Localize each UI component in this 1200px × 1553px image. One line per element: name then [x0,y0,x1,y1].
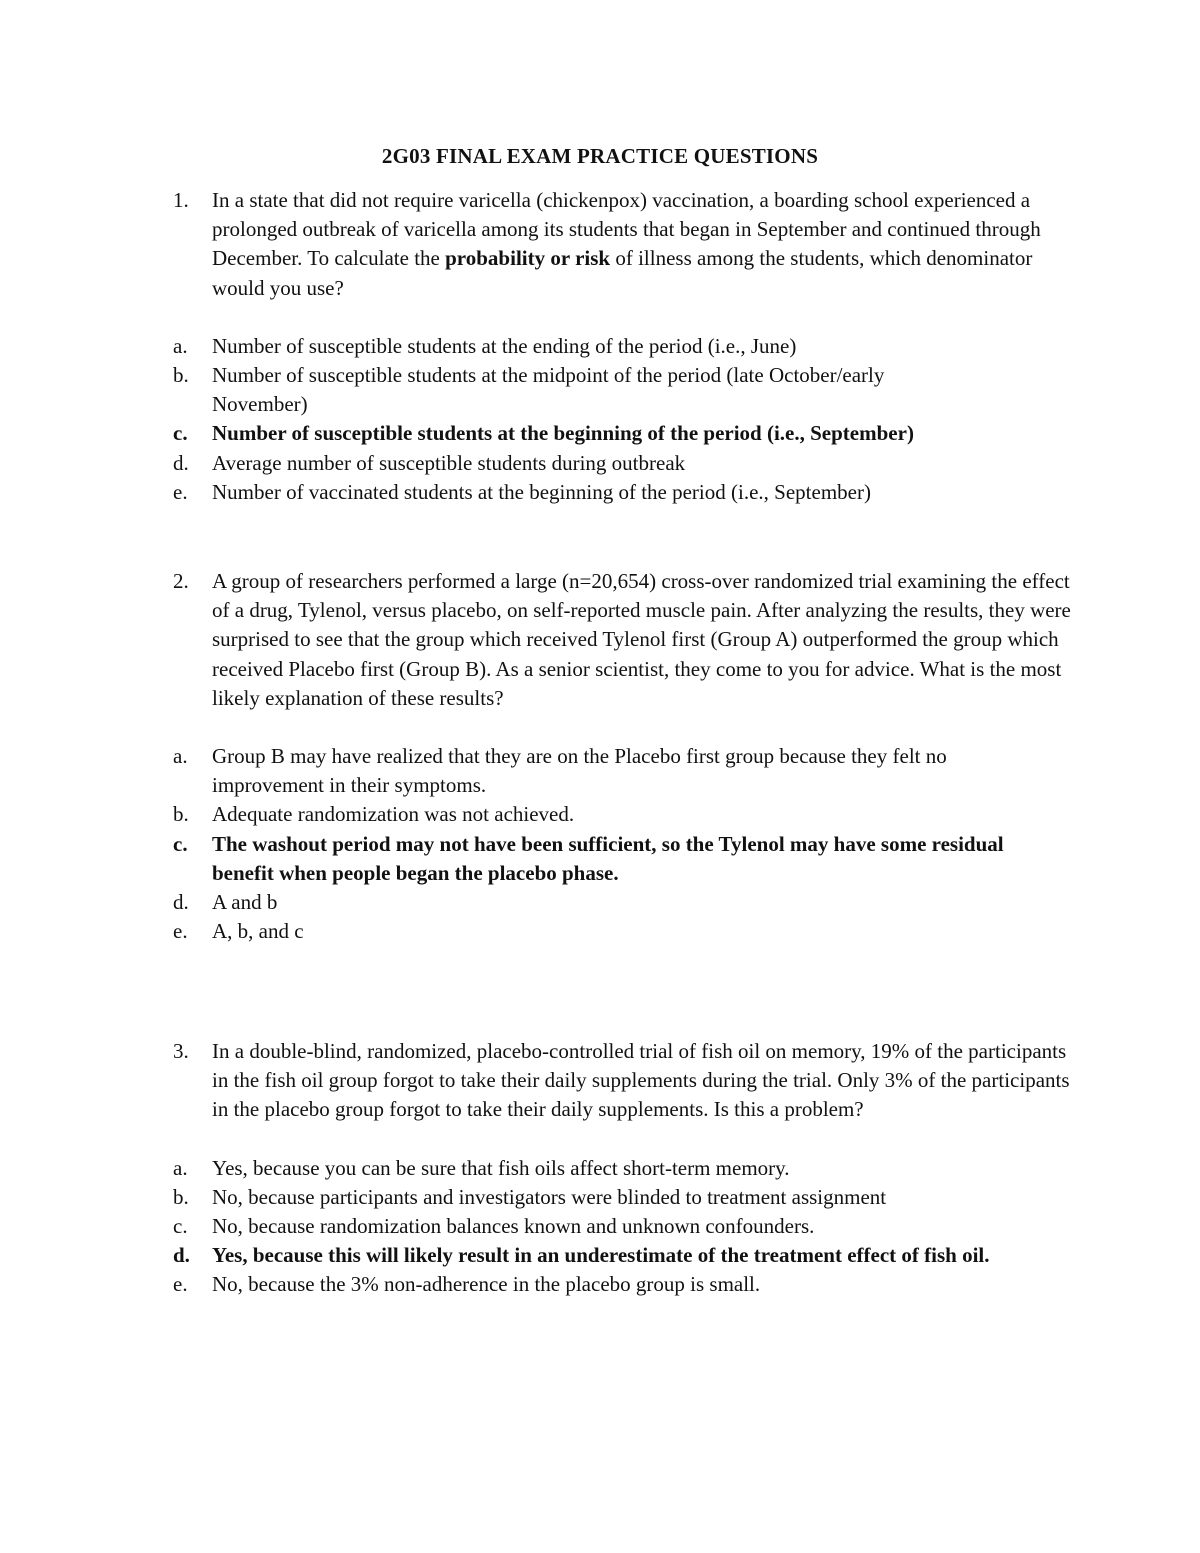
option-list [0,332,1200,507]
option-letter: e. [173,479,188,504]
question-stem [0,567,1200,713]
option-text: A and b [212,890,278,915]
question-number: 2. [173,569,189,593]
option-c-correct [0,419,1200,448]
option-letter: b. [173,363,189,388]
option-a [0,1154,1200,1183]
option-text: Group B may have realized that they are on the Placebo first group because they felt no improvement in their symptoms. [212,744,947,798]
option-letter: e. [173,919,188,944]
option-letter: d. [173,450,189,475]
option-b [0,361,1200,419]
option-letter: b. [173,802,189,827]
option-c [0,1212,1200,1241]
option-text: Number of susceptible students at the beginning of the period (i.e., September) [212,421,914,446]
question-text: In a double-blind, randomized, placebo-controlled trial of fish oil on memory, 19% of the participants in the fish oil group forgot to take their daily supplements during the trial. Only 3% of the participants in the placebo group forgot to take their daily supplements. Is this a problem? [212,1039,1070,1122]
option-b [0,800,1200,829]
emphasis-probability: probability [445,246,546,271]
question-number: 3. [173,1039,189,1063]
page-title: 2G03 FINAL EXAM PRACTICE QUESTIONS [381,144,819,168]
option-e [0,917,1200,946]
option-text: Yes, because this will likely result in an underestimate of the treatment effect of fish oil. [212,1243,990,1268]
option-letter: e. [173,1272,188,1297]
option-letter: a. [173,333,188,358]
option-e [0,1270,1200,1299]
option-d-correct [0,1241,1200,1270]
question-stem [0,1037,1200,1125]
option-c-correct [0,830,1200,888]
option-list [0,742,1200,946]
question-number: 1. [173,188,189,212]
option-d [0,888,1200,917]
option-text: The washout period may not have been sufficient, so the Tylenol may have some residual benefit when people began the placebo phase. [212,831,1004,885]
option-text: Number of vaccinated students at the beginning of the period (i.e., September) [212,479,871,504]
option-text: Average number of susceptible students during outbreak [212,450,686,475]
question-2 [0,567,1200,946]
option-text: No, because the 3% non-adherence in the placebo group is small. [212,1272,761,1297]
question-text: A group of researchers performed a large (n=20,654) cross-over randomized trial examining the effect of a drug, Tylenol, versus placebo, on self-reported muscle pain. After analyzing the results, they were surprised to see that the group which received Tylenol first (Group A) outperformed the group which received Placebo first (Group B). As a senior scientist, they come to you for advice. What is the most likely explanation of these results? [212,569,1071,710]
option-text: A, b, and c [212,919,304,944]
option-text: Yes, because you can be sure that fish oils affect short-term memory. [212,1155,790,1180]
option-letter: b. [173,1184,189,1209]
option-text: Number of susceptible students at the midpoint of the period (late October/early November) [212,363,885,417]
option-text: Number of susceptible students at the ending of the period (i.e., June) [212,333,797,358]
option-letter: c. [173,831,188,856]
question-text: In a state that did not require varicella (chickenpox) vaccination, a boarding school experienced a prolonged outbreak of varicella among its students that began in September and continued through December. To calculate the probability or risk of illness among the students, which denominator would you use? [212,188,1041,300]
option-text: Adequate randomization was not achieved. [212,802,575,827]
option-letter: d. [173,1243,190,1268]
emphasis-risk: risk [575,246,611,271]
option-d [0,449,1200,478]
option-letter: c. [173,1214,188,1239]
option-letter: c. [173,421,188,446]
option-a [0,332,1200,361]
option-letter: d. [173,890,189,915]
question-stem [0,186,1200,303]
option-e [0,478,1200,507]
option-b [0,1183,1200,1212]
option-a [0,742,1200,800]
question-3 [0,1037,1200,1300]
option-text: No, because randomization balances known and unknown confounders. [212,1214,815,1239]
option-text: No, because participants and investigators were blinded to treatment assignment [212,1184,887,1209]
question-1 [0,186,1200,507]
option-letter: a. [173,744,188,769]
option-letter: a. [173,1155,188,1180]
option-list [0,1154,1200,1300]
